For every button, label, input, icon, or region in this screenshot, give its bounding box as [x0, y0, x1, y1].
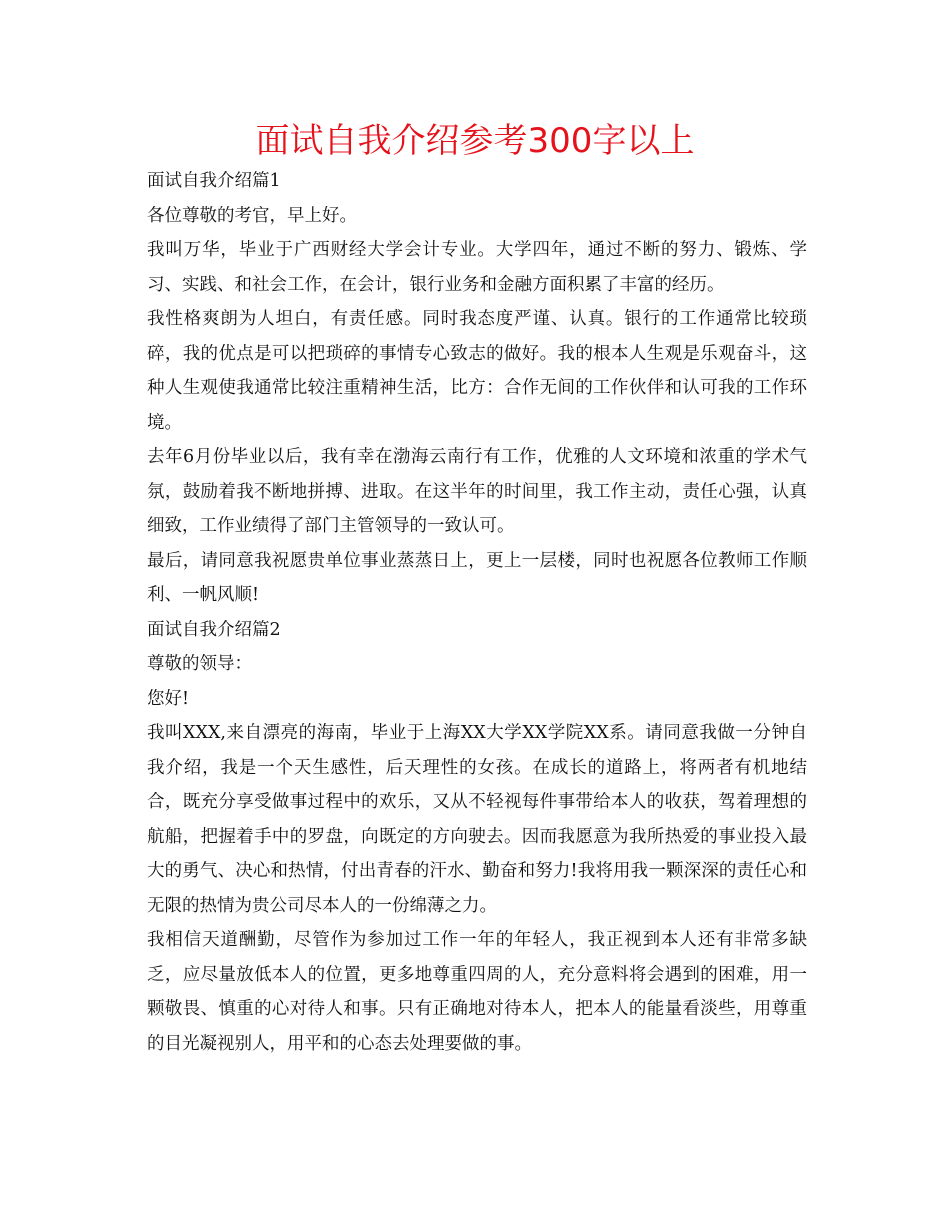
- paragraph: 我相信天道酬勤，尽管作为参加过工作一年的年轻人，我正视到本人还有非常多缺乏，应尽量放低本人的位置，更多地尊重四周的人，充分意料将会遇到的困难，用一颗敬畏、慎重的心对待人和事。只有正确地对待本人，把本人的能量看淡些，用尊重的目光凝视别人，用平和的心态去处理要做的事。: [147, 930, 807, 1054]
- section-heading: 面试自我介绍篇2: [147, 619, 281, 640]
- paragraph: 我性格爽朗为人坦白，有责任感。同时我态度严谨、认真。银行的工作通常比较琐碎，我的优点是可以把琐碎的事情专心致志的做好。我的根本人生观是乐观奋斗，这种人生观使我通常比较注重精神生活，比方：合作无间的工作伙伴和认可我的工作环境。: [147, 309, 807, 433]
- paragraph: 我叫万华，毕业于广西财经大学会计专业。大学四年，通过不断的努力、锻炼、学习、实践、和社会工作，在会计，银行业务和金融方面积累了丰富的经历。: [147, 240, 807, 295]
- paragraph: 去年6月份毕业以后，我有幸在渤海云南行有工作，优雅的人文环境和浓重的学术气氛，鼓励着我不断地拼搏、进取。在这半年的时间里，我工作主动，责任心强，认真细致，工作业绩得了部门主管领导的一致认可。: [147, 447, 807, 536]
- document-body: [147, 164, 807, 1061]
- paragraph: 各位尊敬的考官，早上好。: [147, 205, 357, 226]
- paragraph: 最后，请同意我祝愿贵单位事业蒸蒸日上，更上一层楼，同时也祝愿各位教师工作顺利、一帆风顺!: [147, 550, 807, 605]
- document-title: 面试自我介绍参考300字以上: [255, 121, 695, 161]
- paragraph: 我叫XXX,来自漂亮的海南，毕业于上海XX大学XX学院XX系。请同意我做一分钟自我介绍，我是一个天生感性，后天理性的女孩。在成长的道路上，将两者有机地结合，既充分享受做事过程中的欢乐，又从不轻视每件事带给本人的收获，驾着理想的航船，把握着手中的罗盘，向既定的方向驶去。因而我愿意为我所热爱的事业投入最大的勇气、决心和热情，付出青春的汗水、勤奋和努力!我将用我一颗深深的责任心和无限的热情为贵公司尽本人的一份绵薄之力。: [147, 723, 807, 916]
- paragraph: 尊敬的领导：: [147, 654, 252, 674]
- paragraph: 您好!: [147, 688, 190, 709]
- section-heading: 面试自我介绍篇1: [147, 171, 281, 191]
